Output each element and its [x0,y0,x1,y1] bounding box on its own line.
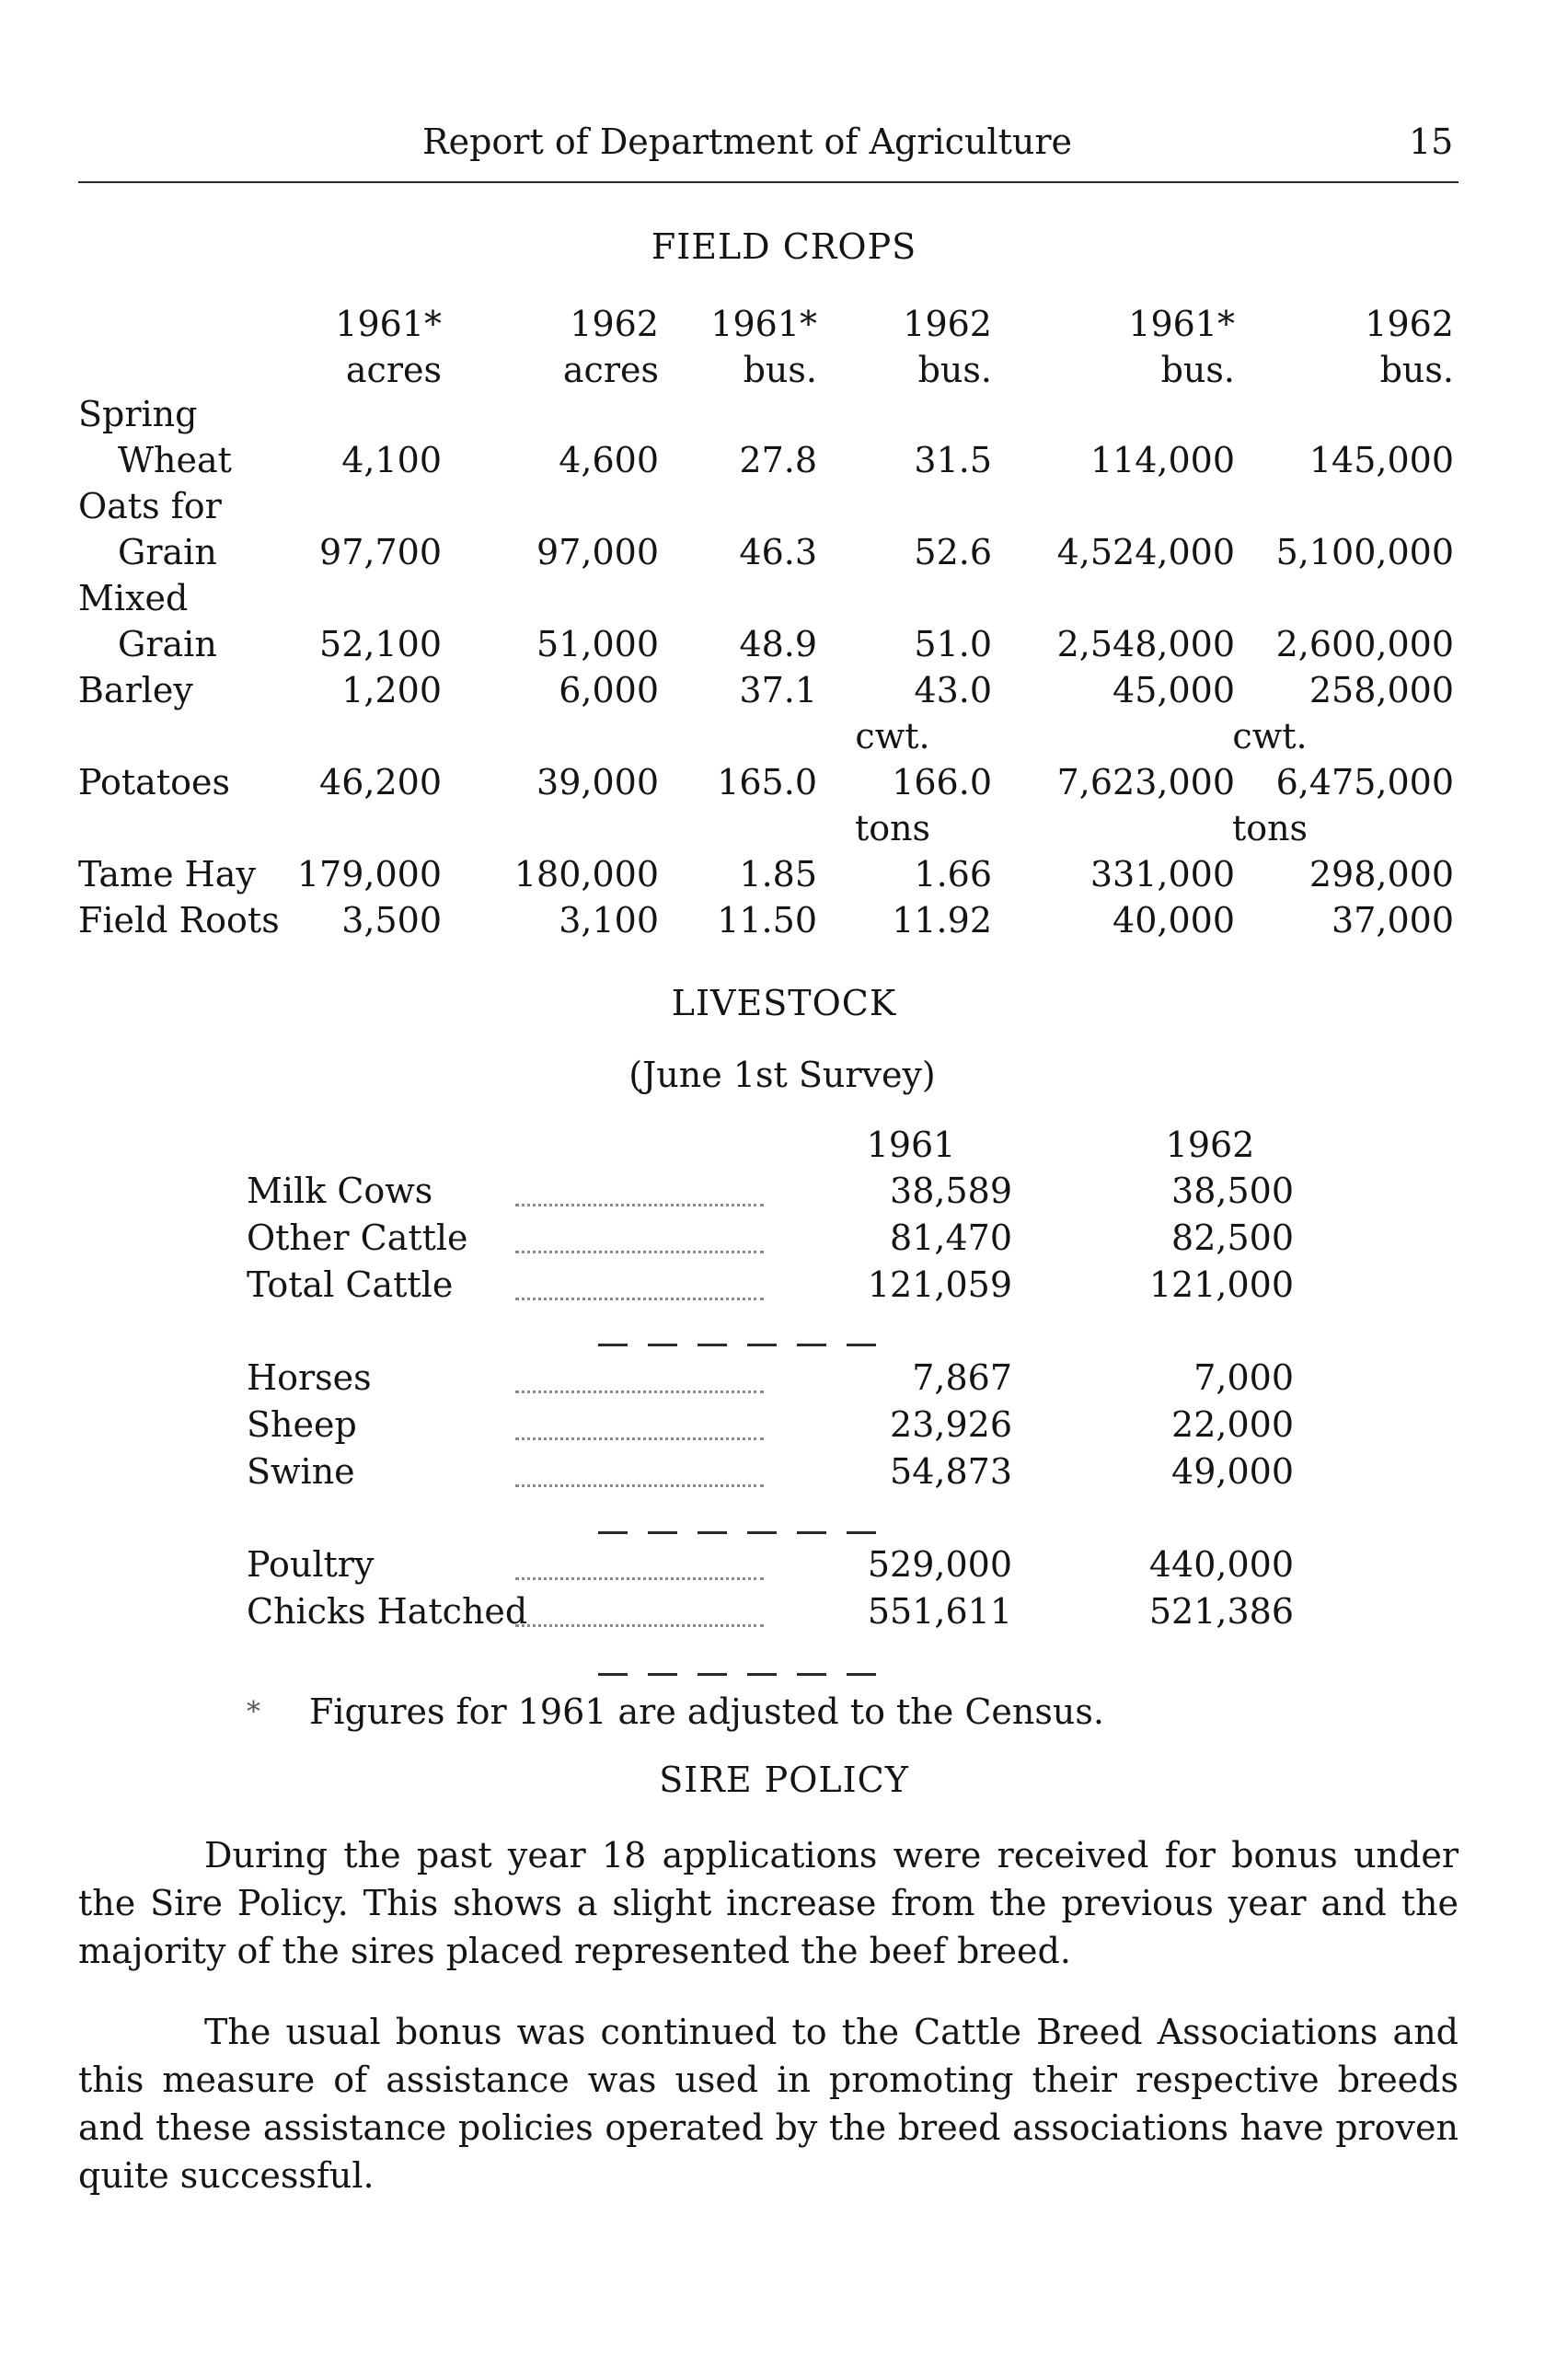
leader-dots [515,1251,764,1253]
crop-value: 51,000 [536,624,659,664]
livestock-year-header: 1961 [866,1125,956,1165]
livestock-value-1962: 440,000 [1148,1544,1294,1585]
leader-dots [515,1484,764,1487]
section-divider-dashes [598,1531,876,1534]
livestock-label: Chicks Hatched [247,1591,528,1632]
running-header-title: Report of Department of Agriculture [422,121,1072,162]
crop-label: Mixed [78,578,189,618]
crop-label: Wheat [118,440,232,480]
section-divider-dashes [598,1673,876,1676]
crop-value: 331,000 [1090,854,1235,894]
crop-value: 4,100 [341,440,442,480]
column-unit-header: acres [562,350,659,390]
crop-value: 52,100 [319,624,442,664]
crop-value: 37,000 [1332,900,1454,941]
livestock-label: Poultry [247,1544,375,1585]
livestock-year-header: 1962 [1165,1125,1255,1165]
crop-value: 37.1 [739,670,817,710]
column-year-header: 1962 [570,304,659,344]
section-divider-dashes [598,1344,876,1346]
crop-value: 45,000 [1113,670,1235,710]
column-year-header: 1961* [710,304,817,344]
livestock-value-1961: 38,589 [890,1171,1012,1211]
column-year-header: 1962 [903,304,992,344]
column-unit-header: bus. [1160,350,1235,390]
crop-value: 27.8 [739,440,817,480]
livestock-label: Sheep [247,1404,357,1445]
crop-value: 40,000 [1113,900,1235,941]
footnote-text: Figures for 1961 are adjusted to the Census. [309,1691,1104,1732]
livestock-label: Total Cattle [247,1264,454,1305]
crop-value: 258,000 [1309,670,1454,710]
crop-value: 298,000 [1309,854,1454,894]
crop-label: Field Roots [78,900,280,941]
crop-value: 1,200 [341,670,442,710]
livestock-label: Other Cattle [247,1218,468,1258]
livestock-value-1961: 54,873 [890,1451,1012,1492]
crop-label: Grain [118,624,217,664]
livestock-label: Horses [247,1357,372,1398]
column-unit-header: bus. [1379,350,1454,390]
crop-value: 39,000 [536,762,659,802]
column-year-header: 1962 [1365,304,1454,344]
livestock-subtitle: (June 1st Survey) [628,1055,936,1095]
crop-value: 11.50 [717,900,817,941]
unit-note: tons [1231,808,1309,848]
crop-value: 1.66 [914,854,992,894]
leader-dots [515,1577,764,1580]
crop-label: Spring [78,394,198,434]
header-rule [78,181,1458,183]
crop-value: 6,000 [559,670,659,710]
unit-note: cwt. [1232,716,1308,756]
crop-value: 3,500 [341,900,442,941]
crop-value: 97,000 [536,532,659,572]
crop-value: 1.85 [739,854,817,894]
livestock-value-1962: 22,000 [1171,1404,1294,1445]
livestock-value-1962: 38,500 [1171,1171,1294,1211]
crop-value: 114,000 [1090,440,1235,480]
leader-dots [515,1391,764,1393]
crop-value: 180,000 [513,854,659,894]
livestock-value-1962: 82,500 [1171,1218,1294,1258]
crop-value: 3,100 [559,900,659,941]
column-unit-header: bus. [917,350,992,390]
column-unit-header: acres [345,350,442,390]
crop-value: 46.3 [739,532,817,572]
leader-dots [515,1298,764,1300]
crop-value: 48.9 [739,624,817,664]
crop-label: Potatoes [78,762,230,802]
crop-value: 2,600,000 [1275,624,1454,664]
livestock-value-1962: 521,386 [1148,1591,1294,1632]
livestock-title: LIVESTOCK [671,983,897,1023]
crop-value: 43.0 [914,670,992,710]
sire-policy-body-2 [78,2008,1458,2199]
livestock-value-1962: 7,000 [1193,1357,1294,1398]
leader-dots [515,1204,764,1206]
crop-label: Barley [78,670,193,710]
sire-policy-title: SIRE POLICY [659,1760,909,1800]
crop-value: 7,623,000 [1056,762,1235,802]
column-year-header: 1961* [1128,304,1235,344]
field-crops-title: FIELD CROPS [651,226,917,267]
crop-value: 5,100,000 [1275,532,1454,572]
column-year-header: 1961* [335,304,442,344]
crop-value: 52.6 [914,532,992,572]
livestock-label: Milk Cows [247,1171,433,1211]
livestock-value-1961: 551,611 [867,1591,1012,1632]
page-number: 15 [1409,121,1454,162]
crop-label: Grain [118,532,217,572]
livestock-label: Swine [247,1451,355,1492]
crop-label: Oats for [78,486,222,526]
crop-value: 46,200 [319,762,442,802]
sire-policy-paragraph: During the past year 18 applications were received for bonus under the Sire Policy. This shows a slight increase from the previous year and the majority of the sires placed represented the beef breed. [78,1835,1458,1971]
sire-policy-paragraph: The usual bonus was continued to the Cattle Breed Associations and this measure of assistance was used in promoting their respective breeds and these assistance policies operated by the breed associations have proven quite successful. [78,2012,1458,2196]
footnote-mark: * [247,1696,260,1728]
crop-value: 179,000 [296,854,442,894]
crop-value: 2,548,000 [1056,624,1235,664]
unit-note: tons [854,808,931,848]
crop-value: 11.92 [892,900,992,941]
livestock-value-1961: 23,926 [890,1404,1012,1445]
crop-value: 166.0 [892,762,992,802]
livestock-value-1961: 81,470 [890,1218,1012,1258]
livestock-value-1962: 49,000 [1171,1451,1294,1492]
crop-value: 4,600 [559,440,659,480]
crop-value: 31.5 [914,440,992,480]
column-unit-header: bus. [743,350,817,390]
livestock-value-1962: 121,000 [1148,1264,1294,1305]
crop-label: Tame Hay [78,854,256,894]
crop-value: 97,700 [319,532,442,572]
crop-value: 145,000 [1309,440,1454,480]
sire-policy-body [78,1831,1458,1975]
livestock-value-1961: 529,000 [867,1544,1012,1585]
crop-value: 6,475,000 [1275,762,1454,802]
unit-note: cwt. [855,716,930,756]
leader-dots [515,1624,764,1627]
crop-value: 51.0 [914,624,992,664]
livestock-value-1961: 121,059 [867,1264,1012,1305]
crop-value: 4,524,000 [1056,532,1235,572]
leader-dots [515,1437,764,1440]
livestock-value-1961: 7,867 [912,1357,1012,1398]
crop-value: 165.0 [717,762,817,802]
